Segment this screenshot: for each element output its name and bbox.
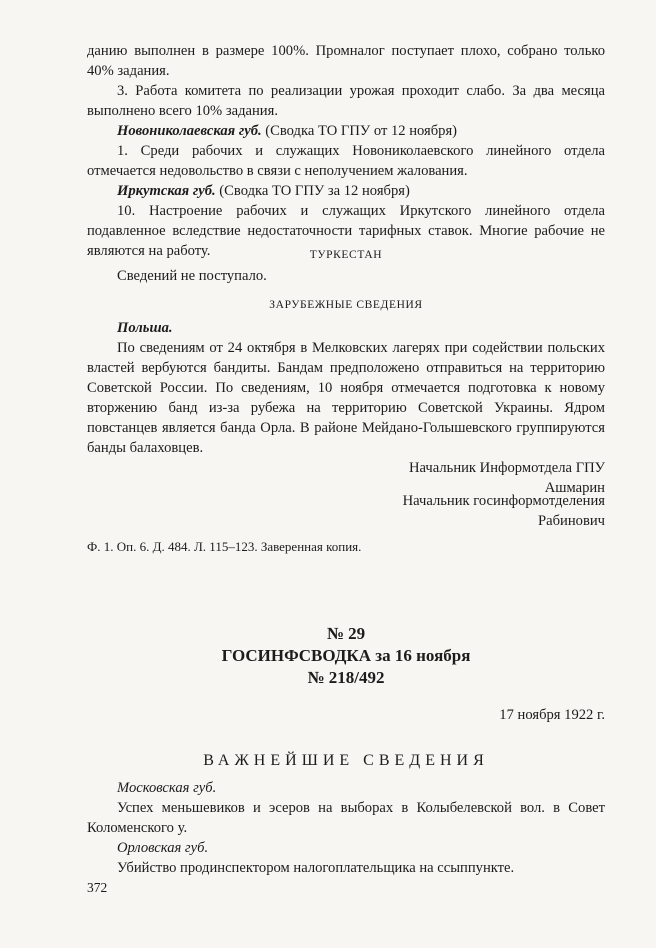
region-orel: Орловская губ. (117, 840, 209, 856)
archive-reference: Ф. 1. Оп. 6. Д. 484. Л. 115–123. Заверенная копия. (87, 539, 362, 554)
paragraph-turkestan: Сведений не поступало. (117, 268, 267, 284)
paragraph-novonikolaevsk: 1. Среди рабочих и служащих Новониколаевского линейного отдела отмечается недовольство в связи с неполучением жалования. (87, 143, 605, 179)
document-code: № 218/492 (307, 668, 385, 687)
heading-turkestan: ТУРКЕСТАН (309, 249, 383, 261)
document-number: № 29 (326, 624, 366, 643)
paragraph-irkutsk: 10. Настроение рабочих и служащих Иркутского линейного отдела подавленное вследствие недостаточности тарифных ставок. Многие рабочие не являются на работу. (87, 203, 605, 259)
page-number: 372 (87, 880, 108, 895)
region-irkutsk: Иркутская губ. (117, 183, 216, 199)
source-novonikolaevsk: (Сводка ТО ГПУ от 12 ноября) (261, 123, 458, 139)
paragraph-orel: Убийство продинспектором налогоплательщика на ссыппункте. (117, 860, 515, 876)
signature-title-1: Начальник Информотдела ГПУ (409, 460, 605, 476)
paragraph-tax: данию выполнен в размере 100%. Промналог поступает плохо, собрано только 40% задания. (87, 43, 605, 79)
paragraph-moscow: Успех меньшевиков и эсеров на выборах в Колыбелевской вол. в Совет Коломенского у. (87, 800, 605, 836)
signature-name-1: Ашмарин (544, 480, 605, 496)
source-irkutsk: (Сводка ТО ГПУ за 12 ноября) (215, 183, 410, 199)
region-line-novonikolaevsk (87, 121, 605, 141)
paragraph-poland: По сведениям от 24 октября в Мелковских лагерях при содействии польских властей вербуются бандиты. Бандам предположено отправиться на территорию Советской России. По сведениям, 10 ноября отмечается подготовка к новому вторжению банд из-за рубежа на территорию Советской Украины. Ядром повстанцев является банда Орла. В районе Мейдано-Голышевского группируются банды балаховцев. (87, 340, 605, 456)
paragraph-harvest: 3. Работа комитета по реализации урожая проходит слабо. За два месяца выполнено всего 10% задания. (87, 83, 605, 119)
signature-name-2: Рабинович (538, 513, 605, 529)
heading-foreign: ЗАРУБЕЖНЫЕ СВЕДЕНИЯ (269, 299, 423, 311)
region-moscow: Московская губ. (117, 780, 217, 796)
region-line-irkutsk (87, 181, 605, 201)
document-date: 17 ноября 1922 г. (499, 707, 605, 723)
document-title: ГОСИНФСВОДКА за 16 ноября (221, 646, 471, 665)
region-novonikolaevsk: Новониколаевская губ. (117, 123, 262, 139)
heading-important: ВАЖНЕЙШИЕ СВЕДЕНИЯ (203, 752, 489, 769)
country-poland: Польша. (117, 320, 173, 336)
signature-title-2: Начальник госинформотделения (402, 493, 605, 509)
